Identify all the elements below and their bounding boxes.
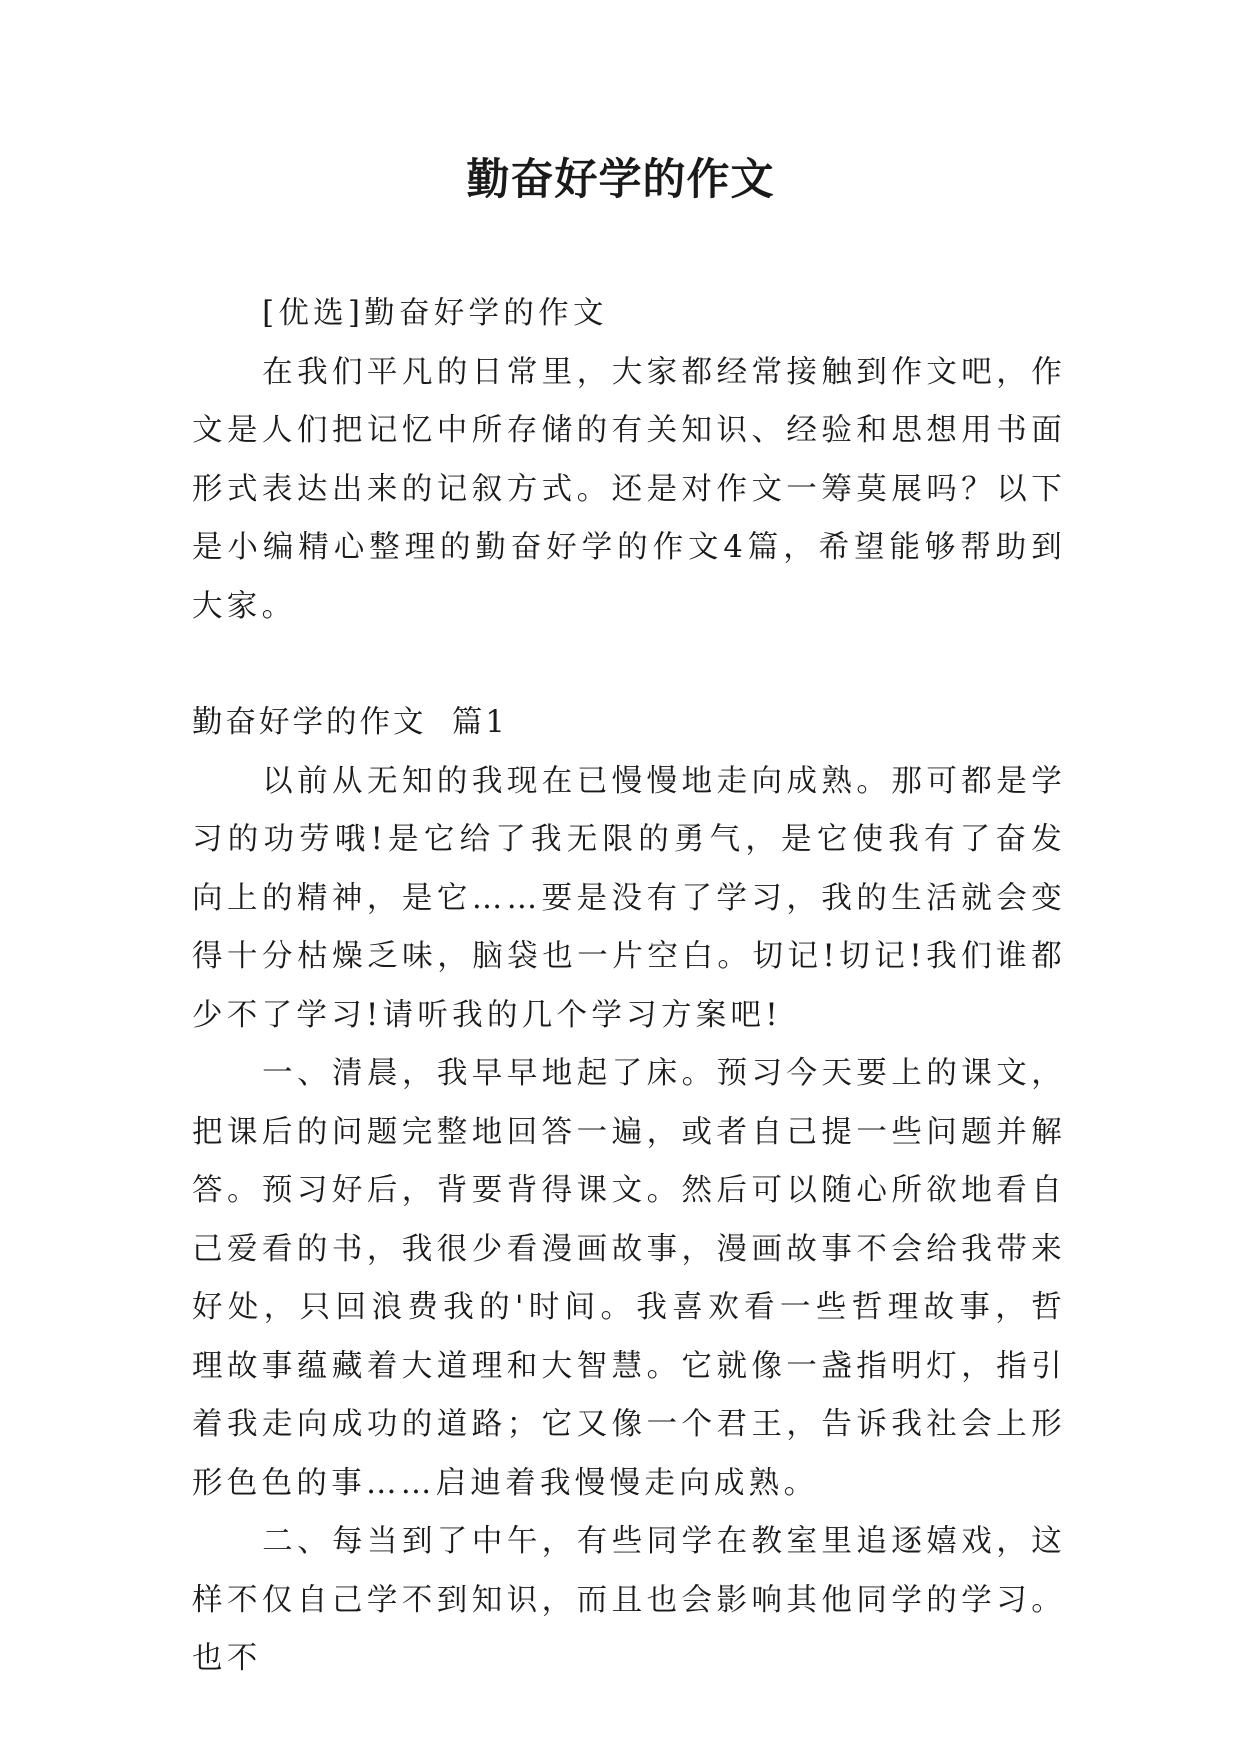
body-paragraph: 二、每当到了中午，有些同学在教室里追逐嬉戏，这样不仅自己学不到知识，而且也会影响其他同学的学习。也不 (192, 1524, 1066, 1676)
body-paragraph: 以前从无知的我现在已慢慢地走向成熟。那可都是学习的功劳哦!是它给了我无限的勇气，是它使我有了奋发向上的精神，是它……要是没有了学习，我的生活就会变得十分枯燥乏味，脑袋也一片空白。切记!切记!我们谁都少不了学习!请听我的几个学习方案吧! (192, 763, 1066, 1033)
body-paragraph: 一、清晨，我早早地起了床。预习今天要上的课文，把课后的问题完整地回答一遍，或者自己提一些问题并解答。预习好后，背要背得课文。然后可以随心所欲地看自己爱看的书，我很少看漫画故事，漫画故事不会给我带来好处，只回浪费我的'时间。我喜欢看一些哲理故事，哲理故事蕴藏着大道理和大智慧。它就像一盏指明灯，指引着我走向成功的道路；它又像一个君王，告诉我社会上形形色色的事……启迪着我慢慢走向成熟。 (192, 1056, 1066, 1501)
document-body (192, 285, 1066, 1689)
subtitle-line: [优选]勤奋好学的作文 (262, 296, 608, 331)
intro-paragraph: 在我们平凡的日常里，大家都经常接触到作文吧，作文是人们把记忆中所存储的有关知识、经验和思想用书面形式表达出来的记叙方式。还是对作文一筹莫展吗？以下是小编精心整理的勤奋好学的作文4篇，希望能够帮助到大家。 (192, 354, 1066, 624)
document-title: 勤奋好学的作文 (466, 155, 775, 205)
section-heading: 勤奋好学的作文 篇1 (192, 705, 508, 740)
paragraph-spacer (192, 636, 1066, 694)
